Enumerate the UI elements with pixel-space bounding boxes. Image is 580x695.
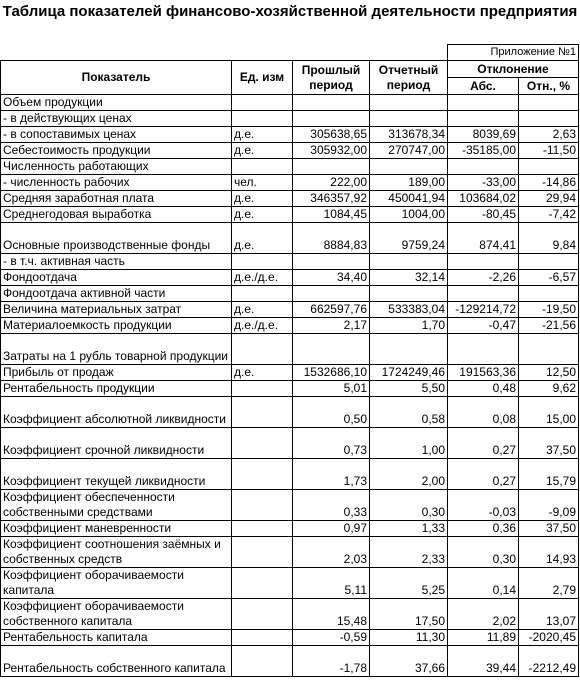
row-rel-deviation: 13,07: [519, 599, 579, 630]
row-unit: [232, 428, 293, 459]
row-current-value: 1,00: [370, 428, 448, 459]
row-current-value: 1004,00: [370, 207, 448, 223]
row-abs-deviation: [448, 95, 519, 111]
table-row: [1, 207, 579, 223]
row-previous-value: 34,40: [293, 270, 370, 286]
table-row: [1, 381, 579, 397]
row-current-value: 2,33: [370, 537, 448, 568]
row-rel-deviation: 37,50: [519, 428, 579, 459]
row-current-value: [370, 111, 448, 127]
row-unit: [232, 459, 293, 490]
row-current-value: 5,50: [370, 381, 448, 397]
row-abs-deviation: 11,89: [448, 630, 519, 646]
row-unit: [232, 286, 293, 302]
row-abs-deviation: -0,03: [448, 490, 519, 521]
row-unit: д.е.: [232, 127, 293, 143]
row-unit: [232, 537, 293, 568]
row-rel-deviation: [519, 111, 579, 127]
row-unit: д.е.: [232, 207, 293, 223]
row-previous-value: 346357,92: [293, 191, 370, 207]
row-abs-deviation: -129214,72: [448, 302, 519, 318]
page-title: Таблица показателей финансово-хозяйственной деятельности предприятия: [2, 3, 578, 20]
row-label: Коэффициент срочной ликвидности: [1, 428, 232, 459]
row-abs-deviation: -80,45: [448, 207, 519, 223]
appendix-label: Приложение №1: [448, 45, 579, 61]
row-rel-deviation: -19,50: [519, 302, 579, 318]
row-current-value: 450041,94: [370, 191, 448, 207]
row-abs-deviation: 2,02: [448, 599, 519, 630]
row-unit: д.е.: [232, 223, 293, 254]
table-row: [1, 191, 579, 207]
row-label: Величина материальных затрат: [1, 302, 232, 318]
row-label: Объем продукции: [1, 95, 232, 111]
row-label: - в сопоставимых ценах: [1, 127, 232, 143]
header-abs: Абс.: [448, 78, 519, 95]
row-label: Фондоотдача активной части: [1, 286, 232, 302]
row-previous-value: -1,78: [293, 646, 370, 677]
row-unit: д.е.: [232, 191, 293, 207]
row-rel-deviation: -2020,45: [519, 630, 579, 646]
row-label: Основные производственные фонды: [1, 223, 232, 254]
row-rel-deviation: [519, 95, 579, 111]
table-row: [1, 599, 579, 630]
row-unit: [232, 95, 293, 111]
row-unit: д.е.: [232, 365, 293, 381]
table-row: [1, 223, 579, 254]
row-previous-value: 5,01: [293, 381, 370, 397]
row-current-value: [370, 95, 448, 111]
row-previous-value: 15,48: [293, 599, 370, 630]
row-current-value: [370, 334, 448, 365]
row-unit: [232, 334, 293, 365]
row-unit: д.е./д.е.: [232, 270, 293, 286]
table-row: [1, 428, 579, 459]
header-current: Отчетный период: [370, 61, 448, 95]
row-abs-deviation: -0,47: [448, 318, 519, 334]
table-row: [1, 537, 579, 568]
row-previous-value: [293, 286, 370, 302]
header-rel: Отн., %: [519, 78, 579, 95]
row-label: Фондоотдача: [1, 270, 232, 286]
table-row: [1, 646, 579, 677]
row-rel-deviation: 15,79: [519, 459, 579, 490]
table-row: [1, 175, 579, 191]
row-abs-deviation: [448, 159, 519, 175]
row-current-value: 37,66: [370, 646, 448, 677]
table-row: [1, 365, 579, 381]
header-deviation: Отклонение: [448, 61, 579, 78]
row-unit: [232, 599, 293, 630]
table-row: [1, 302, 579, 318]
row-previous-value: 1532686,10: [293, 365, 370, 381]
row-rel-deviation: 2,79: [519, 568, 579, 599]
row-rel-deviation: -2212,49: [519, 646, 579, 677]
row-unit: д.е.: [232, 302, 293, 318]
row-label: Среднегодовая выработка: [1, 207, 232, 223]
row-abs-deviation: -35185,00: [448, 143, 519, 159]
row-rel-deviation: 29,94: [519, 191, 579, 207]
row-unit: д.е./д.е.: [232, 318, 293, 334]
row-unit: д.е.: [232, 143, 293, 159]
row-current-value: 270747,00: [370, 143, 448, 159]
row-label: Коэффициент оборачиваемости капитала: [1, 568, 232, 599]
row-current-value: 1,70: [370, 318, 448, 334]
row-current-value: 1724249,46: [370, 365, 448, 381]
row-previous-value: -0,59: [293, 630, 370, 646]
table-row: [1, 270, 579, 286]
row-label: Средняя заработная плата: [1, 191, 232, 207]
row-current-value: 533383,04: [370, 302, 448, 318]
row-label: Коэффициент абсолютной ликвидности: [1, 397, 232, 428]
row-current-value: 11,30: [370, 630, 448, 646]
row-abs-deviation: [448, 286, 519, 302]
row-label: Коэффициент обеспеченности собственными средствами: [1, 490, 232, 521]
row-previous-value: 662597,76: [293, 302, 370, 318]
row-abs-deviation: 103684,02: [448, 191, 519, 207]
row-current-value: 32,14: [370, 270, 448, 286]
row-label: - в действующих ценах: [1, 111, 232, 127]
row-rel-deviation: -11,50: [519, 143, 579, 159]
row-abs-deviation: 0,08: [448, 397, 519, 428]
row-previous-value: 0,97: [293, 521, 370, 537]
row-previous-value: 0,50: [293, 397, 370, 428]
row-current-value: 17,50: [370, 599, 448, 630]
table-row: [1, 568, 579, 599]
row-current-value: 0,30: [370, 490, 448, 521]
row-label: Себестоимость продукции: [1, 143, 232, 159]
row-unit: [232, 646, 293, 677]
row-unit: [232, 630, 293, 646]
row-current-value: 9759,24: [370, 223, 448, 254]
header-previous: Прошлый период: [293, 61, 370, 95]
row-rel-deviation: 37,50: [519, 521, 579, 537]
row-rel-deviation: 12,50: [519, 365, 579, 381]
row-previous-value: 2,03: [293, 537, 370, 568]
row-unit: [232, 381, 293, 397]
row-rel-deviation: -14,86: [519, 175, 579, 191]
row-abs-deviation: 39,44: [448, 646, 519, 677]
row-abs-deviation: [448, 254, 519, 270]
row-previous-value: 305932,00: [293, 143, 370, 159]
row-current-value: 0,58: [370, 397, 448, 428]
row-rel-deviation: 9,62: [519, 381, 579, 397]
row-abs-deviation: 8039,69: [448, 127, 519, 143]
table-row: [1, 334, 579, 365]
table-row: [1, 111, 579, 127]
row-label: - численность рабочих: [1, 175, 232, 191]
row-previous-value: 2,17: [293, 318, 370, 334]
row-abs-deviation: [448, 111, 519, 127]
row-current-value: [370, 286, 448, 302]
row-previous-value: 0,73: [293, 428, 370, 459]
row-previous-value: [293, 254, 370, 270]
row-previous-value: 222,00: [293, 175, 370, 191]
row-label: - в т.ч. активная часть: [1, 254, 232, 270]
row-rel-deviation: 9,84: [519, 223, 579, 254]
row-abs-deviation: 874,41: [448, 223, 519, 254]
row-unit: [232, 397, 293, 428]
row-unit: [232, 254, 293, 270]
row-current-value: 1,33: [370, 521, 448, 537]
row-label: Затраты на 1 рубль товарной продукции: [1, 334, 232, 365]
row-label: Численность работающих: [1, 159, 232, 175]
row-label: Рентабельность собственного капитала: [1, 646, 232, 677]
table-row: [1, 630, 579, 646]
row-previous-value: 8884,83: [293, 223, 370, 254]
row-current-value: 313678,34: [370, 127, 448, 143]
row-previous-value: 0,33: [293, 490, 370, 521]
row-previous-value: [293, 334, 370, 365]
header-indicator: Показатель: [1, 61, 232, 95]
row-unit: [232, 111, 293, 127]
row-rel-deviation: [519, 159, 579, 175]
row-rel-deviation: [519, 254, 579, 270]
row-abs-deviation: 0,30: [448, 537, 519, 568]
table-row: [1, 143, 579, 159]
row-rel-deviation: -6,57: [519, 270, 579, 286]
row-previous-value: 5,11: [293, 568, 370, 599]
table-row: [1, 254, 579, 270]
row-rel-deviation: [519, 334, 579, 365]
row-label: Рентабельность капитала: [1, 630, 232, 646]
row-label: Коэффициент текущей ликвидности: [1, 459, 232, 490]
table-row: [1, 127, 579, 143]
row-abs-deviation: 0,27: [448, 459, 519, 490]
row-current-value: 5,25: [370, 568, 448, 599]
appendix-row: [1, 45, 579, 61]
row-current-value: 2,00: [370, 459, 448, 490]
row-abs-deviation: [448, 334, 519, 365]
table-row: [1, 459, 579, 490]
row-label: Рентабельность продукции: [1, 381, 232, 397]
row-current-value: [370, 254, 448, 270]
table-row: [1, 159, 579, 175]
table-row: [1, 286, 579, 302]
row-abs-deviation: 0,27: [448, 428, 519, 459]
row-abs-deviation: 191563,36: [448, 365, 519, 381]
row-rel-deviation: -9,09: [519, 490, 579, 521]
header-row-1: [1, 61, 579, 78]
row-rel-deviation: -7,42: [519, 207, 579, 223]
row-unit: [232, 159, 293, 175]
row-previous-value: 1084,45: [293, 207, 370, 223]
table-row: [1, 490, 579, 521]
row-current-value: [370, 159, 448, 175]
row-label: Коэффициент маневренности: [1, 521, 232, 537]
row-label: Материалоемкость продукции: [1, 318, 232, 334]
row-rel-deviation: 14,93: [519, 537, 579, 568]
row-unit: [232, 568, 293, 599]
row-rel-deviation: -21,56: [519, 318, 579, 334]
financial-indicators-table: [0, 44, 579, 677]
row-label: Коэффициент оборачиваемости собственного капитала: [1, 599, 232, 630]
row-rel-deviation: 2,63: [519, 127, 579, 143]
row-abs-deviation: -33,00: [448, 175, 519, 191]
table-row: [1, 318, 579, 334]
row-previous-value: [293, 111, 370, 127]
row-unit: чел.: [232, 175, 293, 191]
row-label: Коэффициент соотношения заёмных и собственных средств: [1, 537, 232, 568]
row-abs-deviation: 0,36: [448, 521, 519, 537]
row-abs-deviation: 0,14: [448, 568, 519, 599]
row-previous-value: [293, 95, 370, 111]
row-abs-deviation: -2,26: [448, 270, 519, 286]
table-row: [1, 397, 579, 428]
row-abs-deviation: 0,48: [448, 381, 519, 397]
row-previous-value: [293, 159, 370, 175]
row-rel-deviation: [519, 286, 579, 302]
row-previous-value: 1,73: [293, 459, 370, 490]
header-unit: Ед. изм: [232, 61, 293, 95]
table-row: [1, 95, 579, 111]
table-row: [1, 521, 579, 537]
row-rel-deviation: 15,00: [519, 397, 579, 428]
row-label: Прибыль от продаж: [1, 365, 232, 381]
row-unit: [232, 521, 293, 537]
row-unit: [232, 490, 293, 521]
row-current-value: 189,00: [370, 175, 448, 191]
row-previous-value: 305638,65: [293, 127, 370, 143]
